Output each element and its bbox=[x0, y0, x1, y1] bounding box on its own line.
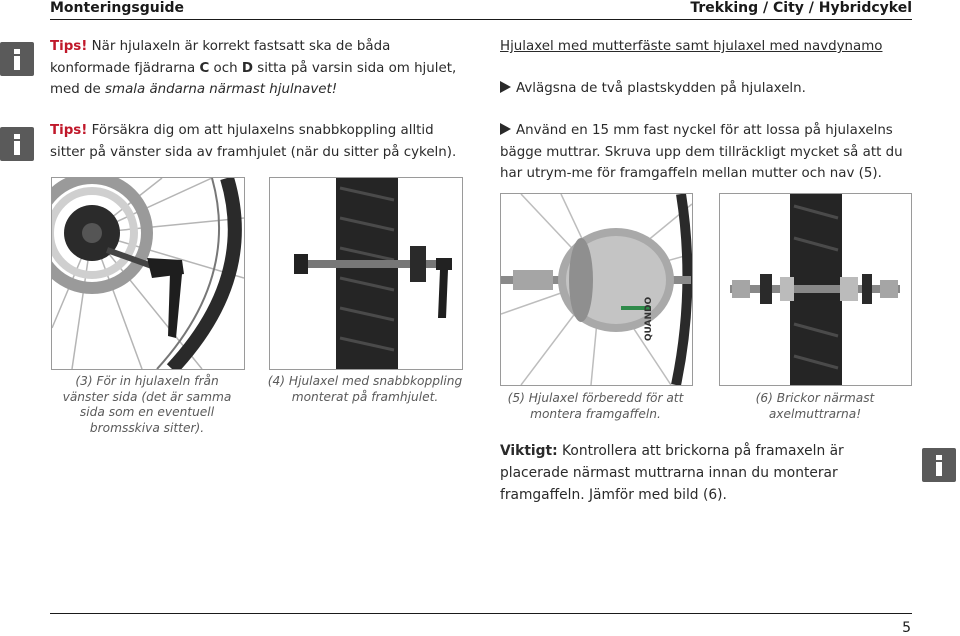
header-rule bbox=[50, 19, 912, 20]
tip-text: sitta på varsin sida om hjulet, med de bbox=[50, 60, 457, 97]
tip-paragraph-2 bbox=[50, 120, 460, 163]
play-triangle-icon bbox=[500, 81, 511, 93]
tip-paragraph-1 bbox=[50, 36, 460, 101]
hub-brand-label: QUANDO bbox=[644, 296, 655, 342]
info-icon bbox=[0, 42, 34, 76]
caption-photo-3: (3) För in hjulaxeln från vänster sida (det är samma sida som en eventuell bromsskiva sitter). bbox=[62, 374, 232, 435]
tip-label: Tips! bbox=[50, 123, 88, 138]
footer-rule bbox=[50, 613, 912, 614]
photo-axle-washers bbox=[719, 193, 912, 386]
tip-text: När hjulaxeln är korrekt fastsatt ska de båda konformade fjädrarna bbox=[50, 39, 391, 76]
photo-hub-disc-brake bbox=[51, 177, 245, 370]
instruction-step-2 bbox=[500, 120, 920, 185]
spring-label-c: C bbox=[199, 60, 210, 76]
caption-photo-6: (6) Brickor närmast axelmuttrarna! bbox=[755, 391, 875, 421]
tip-label: Tips! bbox=[50, 39, 88, 54]
section-heading: Hjulaxel med mutterfäste samt hjulaxel med navdynamo bbox=[500, 39, 883, 54]
header-right: Trekking / City / Hybridcykel bbox=[690, 0, 912, 16]
important-text: Kontrollera att brickorna på framaxeln är placerade närmast muttrarna innan du monterar framgaffeln. Jämför med bild (6). bbox=[500, 443, 844, 503]
spring-label-d: D bbox=[241, 60, 253, 76]
step-text: Använd en 15 mm fast nyckel för att lossa på hjulaxelns bägge muttrar. Skruva upp dem tillräckligt mycket så att du har utrym-me för framgaffeln mellan mutter och nav (5). bbox=[500, 123, 903, 181]
tip-text: Försäkra dig om att hjulaxelns snabbkoppling alltid sitter på vänster sida av framhjulet (när du sitter på cykeln). bbox=[50, 123, 457, 160]
info-icon bbox=[0, 127, 34, 161]
info-icon bbox=[922, 448, 956, 482]
page-number: 5 bbox=[902, 620, 911, 636]
important-note bbox=[500, 440, 910, 506]
photo-dynamo-hub bbox=[500, 193, 693, 386]
caption-photo-4: (4) Hjulaxel med snabbkoppling monterat på framhjulet. bbox=[267, 374, 463, 404]
play-triangle-icon bbox=[500, 123, 511, 135]
instruction-step-1 bbox=[500, 78, 920, 100]
caption-photo-5: (5) Hjulaxel förberedd för att montera framgaffeln. bbox=[507, 391, 684, 421]
tip-emphasis: smala ändarna närmast hjulnavet! bbox=[105, 82, 338, 97]
photo-front-wheel-quick-release bbox=[269, 177, 463, 370]
tip-text: och bbox=[209, 60, 242, 76]
header-left: Monteringsguide bbox=[50, 0, 185, 16]
important-label: Viktigt: bbox=[500, 443, 558, 459]
step-text: Avlägsna de två plastskydden på hjulaxeln. bbox=[516, 81, 806, 96]
